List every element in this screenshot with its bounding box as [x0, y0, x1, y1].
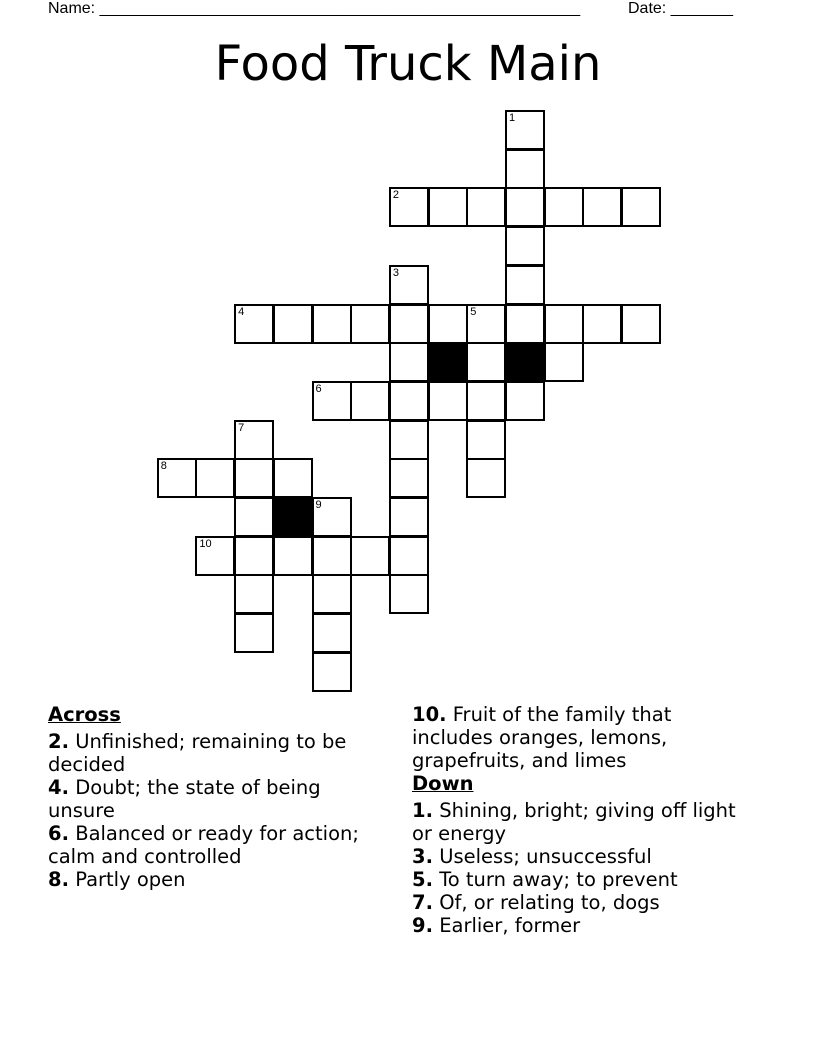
clues-right-column — [412, 703, 752, 937]
cell-number: 2 — [392, 189, 400, 202]
grid-cell[interactable] — [544, 187, 584, 227]
grid-cell[interactable] — [582, 187, 622, 227]
grid-cell[interactable] — [428, 187, 468, 227]
grid-cell-1[interactable] — [505, 110, 545, 150]
down-clue-1 — [412, 799, 752, 845]
grid-cell[interactable] — [389, 497, 429, 537]
clue-number: 7. — [412, 891, 433, 914]
grid-cell[interactable] — [389, 536, 429, 576]
clue-text: Fruit of the family that includes oranges, lemons, grapefruits, and limes — [412, 703, 672, 772]
grid-cell[interactable] — [389, 304, 429, 344]
grid-cell[interactable] — [389, 381, 429, 421]
grid-cell[interactable] — [389, 342, 429, 382]
clue-number: 9. — [412, 914, 433, 937]
grid-cell[interactable] — [544, 342, 584, 382]
cell-number: 9 — [315, 499, 322, 511]
grid-cell[interactable] — [466, 458, 506, 498]
black-square — [428, 342, 468, 382]
grid-cell[interactable] — [389, 420, 429, 460]
grid-cell[interactable] — [312, 304, 352, 344]
across-heading: Across — [48, 703, 121, 726]
clue-number: 1. — [412, 799, 433, 822]
grid-cell[interactable] — [234, 458, 274, 498]
clues-left-column — [48, 703, 393, 891]
clue-text: Earlier, former — [439, 914, 581, 937]
grid-cell-9[interactable] — [312, 497, 352, 537]
grid-cell[interactable] — [350, 381, 390, 421]
grid-cell[interactable] — [312, 652, 352, 692]
grid-cell[interactable] — [234, 497, 274, 537]
grid-cell[interactable] — [389, 574, 429, 614]
grid-cell-4[interactable] — [234, 304, 274, 344]
grid-cell[interactable] — [350, 536, 390, 576]
cell-number: 6 — [315, 382, 322, 395]
across-clue-6 — [48, 822, 393, 868]
grid-cell-10[interactable] — [195, 536, 235, 576]
clue-text: Shining, bright; giving off light or energy — [412, 799, 736, 845]
clue-text: Doubt; the state of being unsure — [48, 776, 321, 822]
clue-text: Unfinished; remaining to be decided — [48, 730, 347, 776]
cell-number: 10 — [199, 537, 212, 550]
clue-text: Partly open — [75, 868, 186, 891]
grid-cell[interactable] — [505, 187, 545, 227]
clue-text: Of, or relating to, dogs — [439, 891, 660, 914]
clue-text: Useless; unsuccessful — [439, 845, 652, 868]
grid-cell-7[interactable] — [234, 420, 274, 460]
grid-cell-3[interactable] — [389, 265, 429, 305]
down-clue-9 — [412, 914, 752, 937]
down-clue-7 — [412, 891, 752, 914]
grid-cell[interactable] — [505, 381, 545, 421]
grid-cell[interactable] — [544, 304, 584, 344]
grid-cell[interactable] — [428, 304, 468, 344]
grid-cell[interactable] — [312, 613, 352, 653]
grid-cell[interactable] — [466, 342, 506, 382]
clue-number: 5. — [412, 868, 433, 891]
down-clue-3 — [412, 845, 752, 868]
grid-cell[interactable] — [505, 226, 545, 266]
grid-cell[interactable] — [234, 574, 274, 614]
grid-cell[interactable] — [505, 149, 545, 189]
clue-text: Balanced or ready for action; calm and controlled — [48, 822, 359, 868]
page-title: Food Truck Main — [214, 36, 602, 92]
grid-cell-8[interactable] — [157, 458, 197, 498]
cell-number: 5 — [470, 305, 477, 318]
clue-number: 8. — [48, 868, 69, 891]
clue-number: 10. — [412, 703, 447, 726]
cell-number: 3 — [392, 266, 400, 279]
across-clue-10 — [412, 703, 752, 772]
down-clue-5 — [412, 868, 752, 891]
grid-cell[interactable] — [621, 304, 661, 344]
down-heading: Down — [412, 772, 474, 795]
grid-cell[interactable] — [234, 613, 274, 653]
clue-number: 4. — [48, 776, 69, 799]
clue-number: 3. — [412, 845, 433, 868]
grid-cell[interactable] — [621, 187, 661, 227]
grid-cell[interactable] — [312, 574, 352, 614]
grid-cell[interactable] — [195, 458, 235, 498]
clue-text: To turn away; to prevent — [439, 868, 678, 891]
clue-number: 6. — [48, 822, 69, 845]
grid-cell[interactable] — [466, 187, 506, 227]
grid-cell[interactable] — [505, 265, 545, 305]
name-field[interactable]: Name: ______________________________________________________ — [48, 0, 581, 17]
grid-cell[interactable] — [428, 381, 468, 421]
across-clue-2 — [48, 730, 393, 776]
grid-cell[interactable] — [273, 536, 313, 576]
clue-number: 2. — [48, 730, 69, 753]
grid-cell-5[interactable] — [466, 304, 506, 344]
grid-cell[interactable] — [273, 458, 313, 498]
cell-number: 7 — [238, 421, 245, 434]
grid-cell[interactable] — [466, 420, 506, 460]
grid-cell[interactable] — [505, 304, 545, 344]
grid-cell[interactable] — [582, 304, 622, 344]
cell-number: 8 — [160, 460, 167, 473]
across-clue-4 — [48, 776, 393, 822]
cell-number: 1 — [509, 112, 516, 124]
grid-cell-6[interactable] — [312, 381, 352, 421]
grid-cell[interactable] — [466, 381, 506, 421]
black-square — [505, 342, 545, 382]
grid-cell-2[interactable] — [389, 187, 429, 227]
grid-cell[interactable] — [350, 304, 390, 344]
grid-cell[interactable] — [312, 536, 352, 576]
date-field[interactable]: Date: _______ — [628, 0, 733, 17]
cell-number: 4 — [238, 305, 245, 318]
grid-cell[interactable] — [389, 458, 429, 498]
grid-cell[interactable] — [273, 304, 313, 344]
across-clue-8 — [48, 868, 393, 891]
grid-cell[interactable] — [234, 536, 274, 576]
black-square — [273, 497, 313, 537]
